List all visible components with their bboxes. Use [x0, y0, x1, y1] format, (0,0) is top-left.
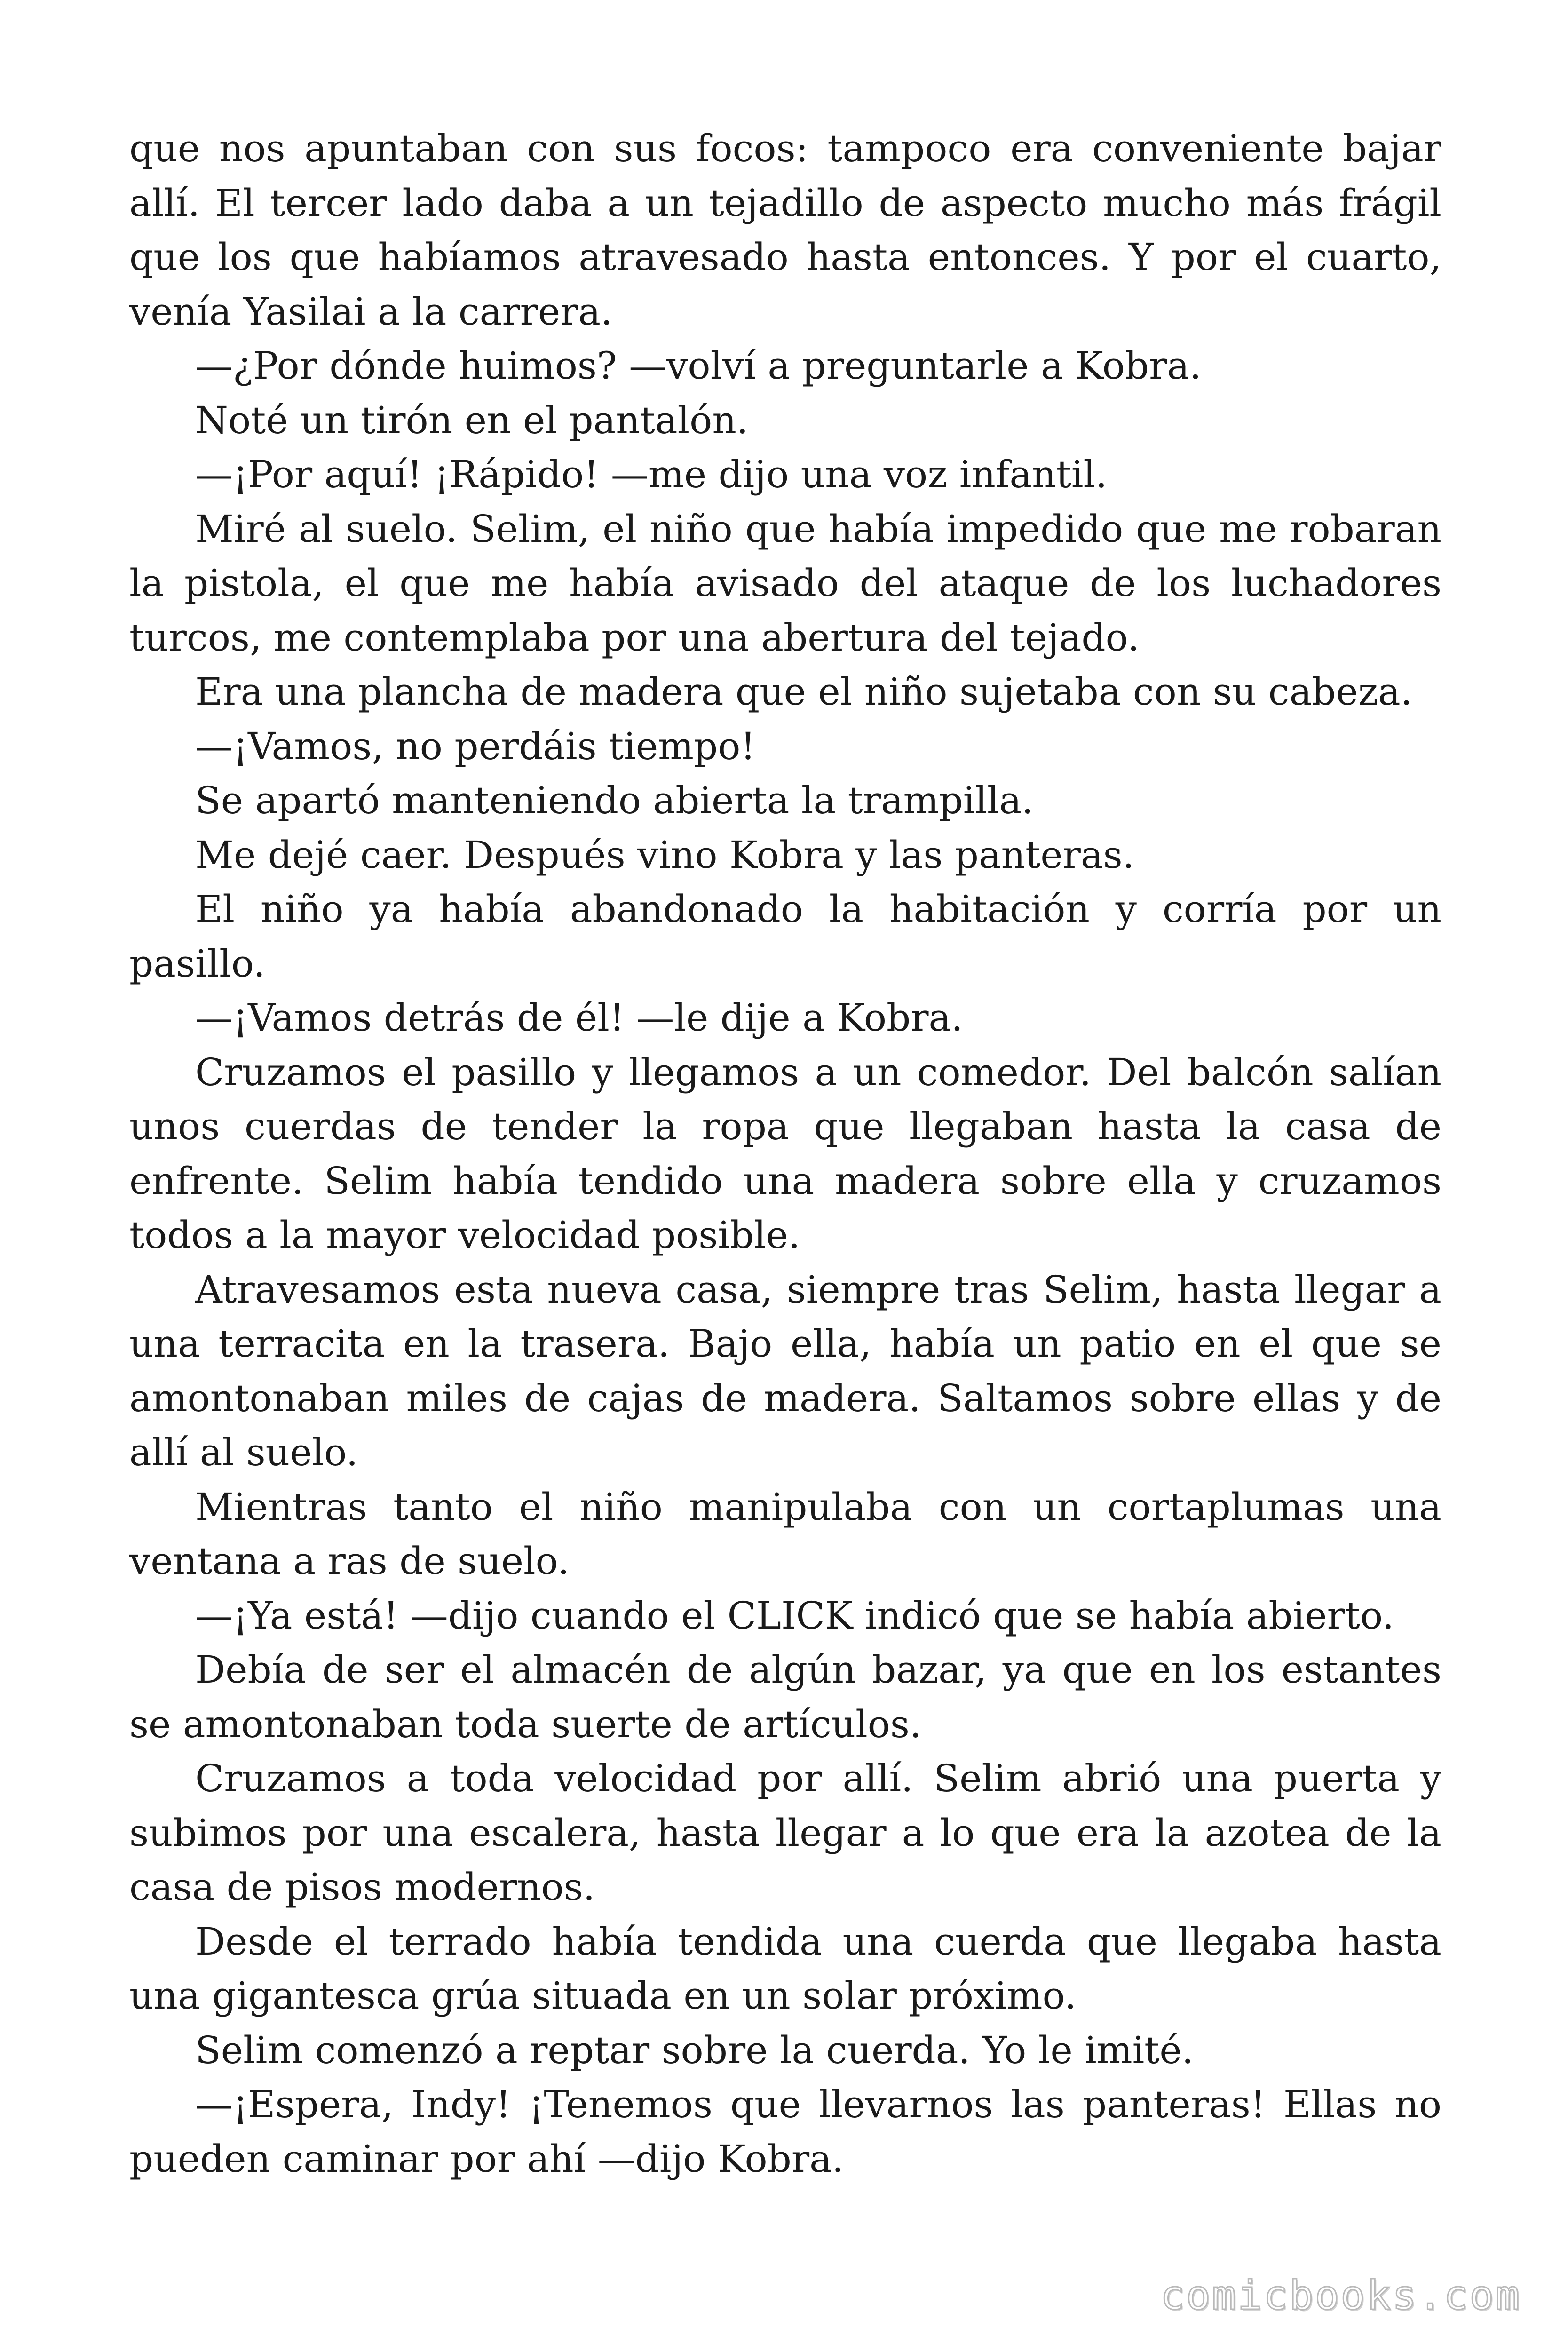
- paragraph-7: —¡Vamos, no perdáis tiempo!: [195, 724, 756, 768]
- paragraph-18: Desde el terrado había tendida una cuerda que llegaba hasta una gigantesca grúa situada en un solar próximo.: [129, 1919, 1441, 2018]
- paragraph-5: Miré al suelo. Selim, el niño que había impedido que me robaran la pistola, el que me había avisado del ataque de los luchadores turcos, me contemplaba por una abertura del tejado.: [129, 507, 1441, 660]
- paragraph-11: —¡Vamos detrás de él! —le dije a Kobra.: [195, 996, 963, 1040]
- paragraph-2: —¿Por dónde huimos? —volví a preguntarle a Kobra.: [195, 344, 1202, 388]
- paragraph-16: Debía de ser el almacén de algún bazar, ya que en los estantes se amontonaban toda suerte de artículos.: [129, 1648, 1441, 1746]
- paragraph-6: Era una plancha de madera que el niño sujetaba con su cabeza.: [195, 670, 1413, 714]
- paragraph-10: El niño ya había abandonado la habitación y corría por un pasillo.: [129, 887, 1441, 985]
- paragraph-9: Me dejé caer. Después vino Kobra y las panteras.: [195, 833, 1135, 877]
- paragraph-8: Se apartó manteniendo abierta la trampilla.: [195, 779, 1034, 822]
- paragraph-13: Atravesamos esta nueva casa, siempre tras Selim, hasta llegar a una terracita en la trasera. Bajo ella, había un patio en el que se amontonaban miles de cajas de madera. Saltamos sobre ellas y de allí al suelo.: [129, 1267, 1441, 1474]
- paragraph-14: Mientras tanto el niño manipulaba con un cortaplumas una ventana a ras de suelo.: [129, 1485, 1441, 1583]
- paragraph-3: Noté un tirón en el pantalón.: [195, 398, 749, 442]
- paragraph-1: que nos apuntaban con sus focos: tampoco era conveniente bajar allí. El tercer lado daba a un tejadillo de aspecto mucho más frágil que los que habíamos atravesado hasta entonces. Y por el cuarto, venía Yasilai a la carrera.: [129, 127, 1441, 334]
- paragraph-4: —¡Por aquí! ¡Rápido! —me dijo una voz infantil.: [195, 453, 1108, 496]
- paragraph-17: Cruzamos a toda velocidad por allí. Selim abrió una puerta y subimos por una escalera, hasta llegar a lo que era la azotea de la casa de pisos modernos.: [129, 1756, 1441, 1909]
- paragraph-15: —¡Ya está! —dijo cuando el CLICK indicó que se había abierto.: [195, 1593, 1394, 1637]
- watermark-text: comicbooks.com: [1160, 2272, 1521, 2319]
- paragraph-19: Selim comenzó a reptar sobre la cuerda. Yo le imité.: [195, 2028, 1194, 2072]
- page-text: [129, 121, 1441, 2186]
- paragraph-20: —¡Espera, Indy! ¡Tenemos que llevarnos las panteras! Ellas no pueden caminar por ahí —dijo Kobra.: [129, 2082, 1441, 2181]
- paragraph-12: Cruzamos el pasillo y llegamos a un comedor. Del balcón salían unos cuerdas de tender la ropa que llegaban hasta la casa de enfrente. Selim había tendido una madera sobre ella y cruzamos todos a la mayor velocidad posible.: [129, 1050, 1441, 1257]
